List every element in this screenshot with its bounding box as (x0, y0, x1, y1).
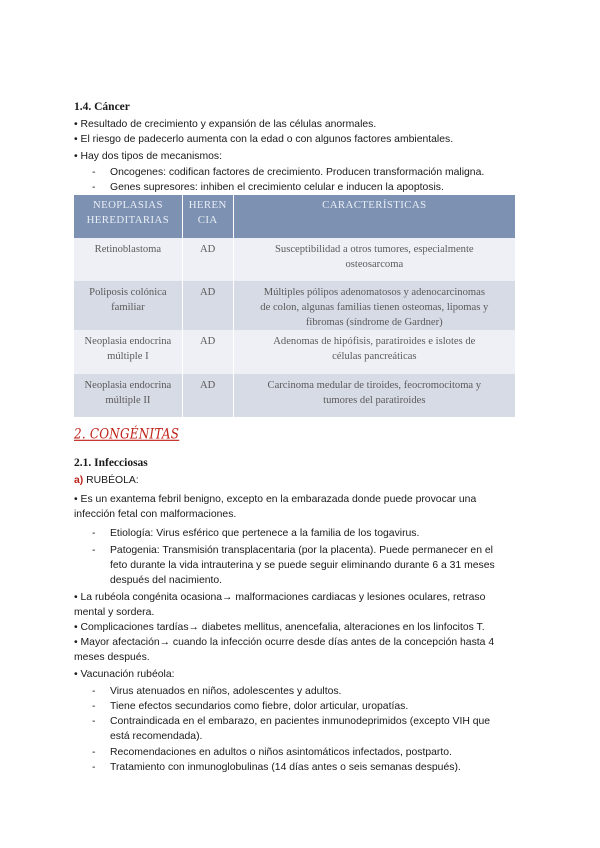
cell-caracteristicas (233, 238, 515, 281)
bullet-line: • Resultado de crecimiento y expansión de las células anormales. (74, 119, 377, 130)
cell-text: Adenomas de hipófisis, paratiroides e islotes de (273, 336, 476, 347)
header-text: NEOPLASIAS (92, 199, 163, 211)
cell-text: AD (200, 380, 216, 391)
dash-marker: - (92, 762, 96, 773)
dash-marker: - (92, 747, 96, 758)
table-header-row (74, 195, 515, 238)
header-text: CIA (197, 214, 218, 226)
cell-text: de colon, algunas familias tienen osteomas, lipomas y (260, 302, 489, 313)
sub-item: está recomendada). (110, 731, 203, 742)
sub-item: Tratamiento con inmunoglobulinas (14 días antes o seis semanas después). (110, 762, 461, 773)
cell-caracteristicas (233, 374, 515, 417)
cell-text: osteosarcoma (345, 259, 404, 270)
sub-item: Contraindicada en el embarazo, en pacientes inmunodeprimidos (excepto VIH que (110, 716, 491, 727)
header-text: CARACTERÍSTICAS (322, 199, 427, 211)
section-title: Infecciosas (94, 457, 148, 469)
cell-text: Susceptibilidad a otros tumores, especialmente (275, 244, 474, 255)
dash-marker: - (92, 528, 96, 539)
sub-item: después del nacimiento. (110, 575, 223, 586)
cell-herencia (182, 238, 233, 281)
cell-text: tumores del paratiroides (323, 395, 426, 406)
header-neoplasias (74, 195, 182, 238)
table-row (74, 281, 515, 330)
sub-item: Virus atenuados en niños, adolescentes y adultos. (110, 686, 342, 697)
bullet-line: • Complicaciones tardías→ diabetes mellitus, anencefalia, alteraciones en los linfocitos T. (74, 622, 485, 633)
sub-item: Tiene efectos secundarios como fiebre, dolor articular, uropatías. (110, 701, 409, 712)
cell-text: AD (200, 287, 216, 298)
dash-marker: - (92, 701, 96, 712)
header-text: HEREDITARIAS (86, 214, 170, 226)
cell-text: AD (200, 244, 216, 255)
bullet-line: • Hay dos tipos de mecanismos: (74, 151, 223, 162)
sub-item: Patogenia: Transmisión transplacentaria (por la placenta). Puede permanecer en el (110, 545, 493, 556)
cell-text: Carcinoma medular de tiroides, feocromocitoma y (267, 380, 482, 391)
section-title: Cáncer (94, 101, 130, 113)
cell-name (74, 238, 182, 281)
item-letter: a) (74, 475, 84, 486)
hereditary-neoplasia-table (74, 195, 515, 417)
cell-text: múltiple II (105, 395, 151, 406)
bullet-line: • La rubéola congénita ocasiona→ malformaciones cardiacas y lesiones oculares, retraso (74, 592, 486, 603)
section-heading-infecciosas (74, 457, 148, 469)
cell-text: múltiple I (107, 351, 149, 362)
bullet-line: • Mayor afectación→ cuando la infección ocurre desde días antes de la concepción hasta 4 (74, 637, 495, 648)
section-number: 1.4. (74, 101, 92, 113)
sub-item: Recomendaciones en adultos o niños asintomáticos infectados, postparto. (110, 747, 452, 758)
cell-name (74, 330, 182, 374)
cell-caracteristicas (233, 330, 515, 374)
dash-marker: - (92, 716, 96, 727)
cell-text: Neoplasia endocrina (84, 336, 172, 347)
dash-marker: - (92, 167, 96, 178)
cell-herencia (182, 374, 233, 417)
bullet-line: • El riesgo de padecerlo aumenta con la edad o con algunos factores ambientales. (74, 134, 454, 145)
sub-item: Etiología: Virus esférico que pertenece a la familia de los togavirus. (110, 528, 420, 539)
cell-text: Retinoblastoma (94, 244, 162, 255)
cell-herencia (182, 281, 233, 330)
cell-caracteristicas (233, 281, 515, 330)
dash-marker: - (92, 545, 96, 556)
sub-item: Oncogenes: codifican factores de crecimiento. Producen transformación maligna. (110, 167, 485, 178)
cell-text: Múltiples pólipos adenomatosos y adenocarcinomas (263, 287, 485, 298)
header-herencia (182, 195, 233, 238)
cell-text: Poliposis colónica (89, 287, 167, 298)
sub-item: feto durante la vida intrauterina y se puede seguir eliminando durante 6 a 31 meses (110, 560, 495, 571)
bullet-line: infección fetal con malformaciones. (74, 509, 237, 520)
cell-text: AD (200, 336, 216, 347)
cell-text: fibromas (síndrome de Gardner) (305, 317, 443, 328)
table-row (74, 374, 515, 417)
header-text: HEREN (188, 199, 227, 211)
section-heading-cancer (74, 101, 130, 113)
bullet-line: mental y sordera. (74, 607, 155, 618)
table-row (74, 238, 515, 281)
cell-text: células pancreáticas (332, 351, 417, 362)
section-number: 2.1. (74, 457, 92, 469)
chapter-title: 2. CONGÉNITAS (74, 425, 180, 443)
header-caracteristicas (233, 195, 515, 238)
cell-name (74, 374, 182, 417)
dash-marker: - (92, 686, 96, 697)
subheading-rubeola (74, 475, 139, 486)
cell-herencia (182, 330, 233, 374)
cell-text: familiar (111, 302, 145, 313)
cell-name (74, 281, 182, 330)
cell-text: Neoplasia endocrina (84, 380, 172, 391)
sub-item: Genes supresores: inhiben el crecimiento celular e inducen la apoptosis. (110, 182, 444, 193)
bullet-line: meses después. (74, 652, 150, 663)
bullet-line: • Vacunación rubéola: (74, 669, 175, 680)
item-title: RUBÉOLA: (86, 475, 139, 486)
bullet-line: • Es un exantema febril benigno, excepto en la embarazada donde puede provocar una (74, 494, 477, 505)
table-row (74, 330, 515, 374)
dash-marker: - (92, 182, 96, 193)
